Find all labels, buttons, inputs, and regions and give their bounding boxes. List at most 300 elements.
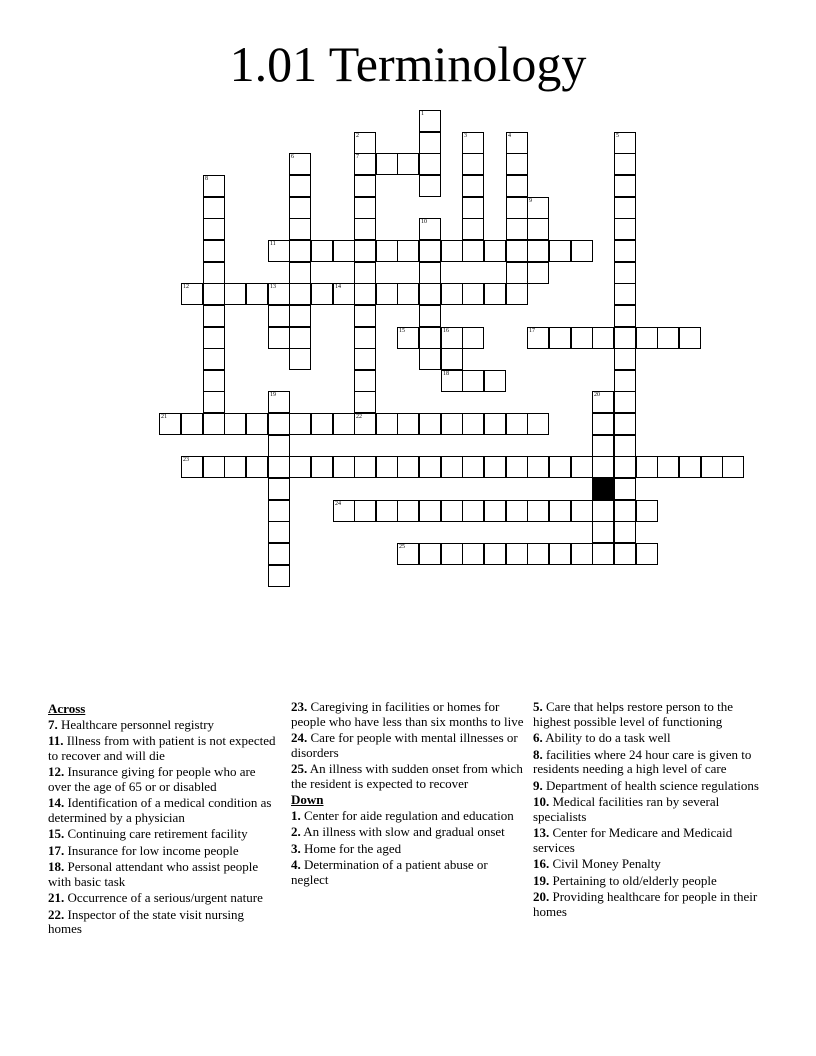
- cell-number: 9: [529, 198, 532, 204]
- grid-cell[interactable]: [462, 543, 484, 565]
- grid-cell[interactable]: [268, 391, 290, 413]
- clue-down-6: [533, 731, 769, 746]
- grid-cell[interactable]: [614, 500, 636, 522]
- page-title: 1.01 Terminology: [229, 36, 587, 92]
- grid-cell[interactable]: [203, 391, 225, 413]
- grid-cell[interactable]: [571, 456, 593, 478]
- grid-cell[interactable]: [354, 456, 376, 478]
- grid-cell[interactable]: [484, 370, 506, 392]
- cell-number: 25: [399, 544, 405, 550]
- clue-number: 19.: [533, 872, 550, 888]
- grid-cell[interactable]: [462, 175, 484, 197]
- grid-cell[interactable]: [419, 348, 441, 370]
- cell-number: 15: [399, 328, 405, 334]
- clue-across-17: [48, 844, 280, 859]
- grid-cell[interactable]: [268, 521, 290, 543]
- grid-cell[interactable]: [289, 218, 311, 240]
- clue-number: 11.: [48, 733, 64, 748]
- grid-cell[interactable]: [354, 348, 376, 370]
- grid-cell[interactable]: [614, 218, 636, 240]
- grid-cell[interactable]: [397, 283, 419, 305]
- grid-cell[interactable]: [592, 391, 614, 413]
- grid-cell[interactable]: [224, 413, 246, 435]
- grid-cell[interactable]: [203, 240, 225, 262]
- grid-cell[interactable]: [419, 456, 441, 478]
- grid-cell[interactable]: [636, 500, 658, 522]
- grid-cell[interactable]: [419, 153, 441, 175]
- grid-cell[interactable]: [527, 262, 549, 284]
- clue-across-14: [48, 796, 280, 825]
- grid-cell[interactable]: [289, 327, 311, 349]
- grid-cell[interactable]: [592, 435, 614, 457]
- clue-text: Medical facilities ran by several specialists: [533, 794, 720, 824]
- grid-cell[interactable]: [354, 305, 376, 327]
- clue-down-19: [533, 874, 769, 889]
- clue-number: 2.: [291, 824, 301, 839]
- grid-cell[interactable]: [462, 132, 484, 154]
- clue-text: Occurrence of a serious/urgent nature: [67, 890, 263, 905]
- clue-number: 18.: [48, 859, 65, 874]
- grid-cell[interactable]: [484, 413, 506, 435]
- grid-cell[interactable]: [203, 370, 225, 392]
- grid-cell[interactable]: [506, 413, 528, 435]
- clue-text: Inspector of the state visit nursing homes: [48, 906, 245, 936]
- grid-cell[interactable]: [484, 456, 506, 478]
- grid-cell[interactable]: [203, 218, 225, 240]
- grid-cell[interactable]: [354, 500, 376, 522]
- grid-cell[interactable]: [397, 153, 419, 175]
- clue-number: 4.: [291, 857, 301, 872]
- grid-cell[interactable]: [614, 478, 636, 500]
- grid-cell[interactable]: [354, 283, 376, 305]
- grid-cell[interactable]: [462, 283, 484, 305]
- grid-cell[interactable]: [592, 543, 614, 565]
- grid-cell[interactable]: [419, 283, 441, 305]
- grid-cell[interactable]: [354, 197, 376, 219]
- grid-cell[interactable]: [376, 283, 398, 305]
- grid-cell[interactable]: [441, 327, 463, 349]
- grid-cell[interactable]: [354, 175, 376, 197]
- grid-cell[interactable]: [419, 327, 441, 349]
- grid-cell[interactable]: [614, 240, 636, 262]
- clue-text: Personal attendant who assist people with basic task: [48, 859, 259, 889]
- cell-number: 21: [161, 414, 167, 420]
- grid-cell[interactable]: [268, 500, 290, 522]
- grid-cell[interactable]: [354, 218, 376, 240]
- clue-across-24: [291, 731, 527, 760]
- grid-cell[interactable]: [419, 132, 441, 154]
- grid-cell[interactable]: [268, 543, 290, 565]
- grid-cell[interactable]: [333, 240, 355, 262]
- grid-cell[interactable]: [289, 283, 311, 305]
- grid-cell[interactable]: [268, 456, 290, 478]
- clue-text: Providing healthcare for people in their homes: [533, 889, 758, 919]
- clue-across-23: [291, 700, 527, 729]
- clue-across-7: [48, 718, 280, 733]
- grid-cell[interactable]: [268, 413, 290, 435]
- grid-cell[interactable]: [614, 521, 636, 543]
- grid-cell[interactable]: [614, 197, 636, 219]
- grid-cell[interactable]: [441, 500, 463, 522]
- grid-cell[interactable]: [506, 240, 528, 262]
- clue-text: Illness from with patient is not expected to recover and will die: [48, 733, 276, 763]
- grid-cell[interactable]: [462, 413, 484, 435]
- grid-cell[interactable]: [203, 175, 225, 197]
- cell-number: 24: [335, 501, 341, 507]
- cell-number: 13: [270, 284, 276, 290]
- grid-cell[interactable]: [419, 543, 441, 565]
- grid-cell[interactable]: [527, 197, 549, 219]
- grid-cell[interactable]: [484, 500, 506, 522]
- grid-cell[interactable]: [419, 413, 441, 435]
- grid-cell[interactable]: [614, 175, 636, 197]
- grid-cell[interactable]: [268, 283, 290, 305]
- grid-cell[interactable]: [506, 500, 528, 522]
- clue-text: Caregiving in facilities or homes for people who have less than six months to live: [291, 699, 524, 729]
- grid-cell[interactable]: [397, 327, 419, 349]
- grid-cell[interactable]: [462, 240, 484, 262]
- grid-cell[interactable]: [441, 283, 463, 305]
- grid-cell[interactable]: [462, 500, 484, 522]
- clue-down-3: [291, 842, 527, 857]
- grid-cell[interactable]: [484, 543, 506, 565]
- grid-cell[interactable]: [289, 348, 311, 370]
- grid-cell[interactable]: [289, 262, 311, 284]
- clue-number: 17.: [48, 842, 65, 858]
- clue-text: facilities where 24 hour care is given to residents needing a high level of care: [533, 746, 752, 776]
- grid-cell[interactable]: [224, 456, 246, 478]
- grid-cell[interactable]: [527, 500, 549, 522]
- cell-number: 14: [335, 284, 341, 290]
- clue-text: Care that helps restore person to the highest possible level of functioning: [533, 699, 733, 729]
- grid-cell[interactable]: [636, 456, 658, 478]
- clue-number: 7.: [48, 716, 58, 732]
- black-square: [592, 478, 614, 500]
- clue-text: Continuing care retirement facility: [67, 826, 248, 841]
- clue-across-21: [48, 891, 280, 906]
- grid-cell[interactable]: [506, 132, 528, 154]
- grid-cell[interactable]: [354, 370, 376, 392]
- clue-text: Home for the aged: [304, 840, 402, 856]
- grid-cell[interactable]: [289, 413, 311, 435]
- clue-down-8: [533, 748, 769, 777]
- clue-number: 16.: [533, 856, 550, 871]
- grid-cell[interactable]: [701, 456, 723, 478]
- grid-cell[interactable]: [181, 456, 203, 478]
- grid-cell[interactable]: [527, 413, 549, 435]
- grid-cell[interactable]: [614, 348, 636, 370]
- grid-cell[interactable]: [246, 283, 268, 305]
- clue-number: 22.: [48, 906, 65, 922]
- cell-number: 18: [443, 371, 449, 377]
- clue-text: Insurance giving for people who are over the age of 65 or or disabled: [48, 764, 256, 794]
- grid-cell[interactable]: [354, 327, 376, 349]
- grid-cell[interactable]: [376, 153, 398, 175]
- grid-cell[interactable]: [527, 327, 549, 349]
- clue-across-25: [291, 762, 527, 791]
- grid-cell[interactable]: [354, 240, 376, 262]
- cell-number: 5: [616, 133, 619, 139]
- cell-number: 17: [529, 328, 535, 334]
- cell-number: 19: [270, 392, 276, 398]
- grid-cell[interactable]: [311, 456, 333, 478]
- grid-cell[interactable]: [289, 197, 311, 219]
- clue-column-3: [533, 700, 769, 921]
- clue-number: 10.: [533, 794, 550, 809]
- grid-cell[interactable]: [159, 413, 181, 435]
- grid-cell[interactable]: [549, 456, 571, 478]
- grid-cell[interactable]: [354, 391, 376, 413]
- grid-cell[interactable]: [224, 283, 246, 305]
- grid-cell[interactable]: [506, 218, 528, 240]
- grid-cell[interactable]: [614, 456, 636, 478]
- grid-cell[interactable]: [397, 456, 419, 478]
- clue-number: 9.: [533, 777, 543, 793]
- grid-cell[interactable]: [441, 370, 463, 392]
- grid-cell[interactable]: [333, 500, 355, 522]
- grid-cell[interactable]: [506, 456, 528, 478]
- grid-cell[interactable]: [592, 413, 614, 435]
- grid-cell[interactable]: [679, 327, 701, 349]
- grid-cell[interactable]: [614, 305, 636, 327]
- grid-cell[interactable]: [657, 327, 679, 349]
- grid-cell[interactable]: [289, 153, 311, 175]
- clue-number: 25.: [291, 761, 308, 776]
- grid-cell[interactable]: [571, 240, 593, 262]
- grid-cell[interactable]: [614, 413, 636, 435]
- grid-cell[interactable]: [462, 370, 484, 392]
- clue-text: Identification of a medical condition as determined by a physician: [48, 795, 272, 825]
- clue-text: Healthcare personnel registry: [61, 716, 215, 732]
- grid-cell[interactable]: [354, 132, 376, 154]
- clue-text: Insurance for low income people: [67, 842, 239, 858]
- grid-cell[interactable]: [441, 413, 463, 435]
- grid-cell[interactable]: [333, 283, 355, 305]
- clue-text: Ability to do a task well: [545, 730, 671, 745]
- grid-cell[interactable]: [571, 500, 593, 522]
- grid-cell[interactable]: [289, 240, 311, 262]
- grid-cell[interactable]: [376, 240, 398, 262]
- grid-cell[interactable]: [679, 456, 701, 478]
- grid-cell[interactable]: [419, 262, 441, 284]
- grid-cell[interactable]: [657, 456, 679, 478]
- grid-cell[interactable]: [203, 348, 225, 370]
- clue-down-5: [533, 700, 769, 729]
- grid-cell[interactable]: [462, 218, 484, 240]
- grid-cell[interactable]: [506, 153, 528, 175]
- grid-cell[interactable]: [289, 456, 311, 478]
- clue-down-4: [291, 858, 527, 887]
- grid-cell[interactable]: [419, 240, 441, 262]
- grid-cell[interactable]: [419, 218, 441, 240]
- grid-cell[interactable]: [592, 500, 614, 522]
- grid-cell[interactable]: [484, 240, 506, 262]
- grid-cell[interactable]: [246, 456, 268, 478]
- grid-cell[interactable]: [722, 456, 744, 478]
- grid-cell[interactable]: [268, 435, 290, 457]
- cell-number: 22: [356, 414, 362, 420]
- clue-text: An illness with sudden onset from which the resident is expected to recover: [291, 761, 523, 791]
- clue-number: 8.: [533, 746, 543, 762]
- grid-cell[interactable]: [614, 132, 636, 154]
- grid-cell[interactable]: [203, 413, 225, 435]
- grid-cell[interactable]: [592, 521, 614, 543]
- grid-cell[interactable]: [549, 500, 571, 522]
- cell-number: 23: [183, 457, 189, 463]
- clue-across-22: [48, 908, 280, 937]
- grid-cell[interactable]: [549, 543, 571, 565]
- grid-cell[interactable]: [376, 456, 398, 478]
- grid-cell[interactable]: [311, 413, 333, 435]
- grid-cell[interactable]: [527, 240, 549, 262]
- clue-across-12: [48, 765, 280, 794]
- grid-cell[interactable]: [203, 305, 225, 327]
- grid-cell[interactable]: [333, 413, 355, 435]
- cell-number: 12: [183, 284, 189, 290]
- grid-cell[interactable]: [268, 240, 290, 262]
- clue-down-1: [291, 809, 527, 824]
- grid-cell[interactable]: [614, 262, 636, 284]
- grid-cell[interactable]: [506, 543, 528, 565]
- grid-cell[interactable]: [203, 456, 225, 478]
- grid-cell[interactable]: [614, 283, 636, 305]
- clue-text: Center for aide regulation and education: [304, 807, 514, 823]
- cell-number: 6: [291, 154, 294, 160]
- clue-text: Civil Money Penalty: [552, 856, 661, 871]
- grid-cell[interactable]: [484, 283, 506, 305]
- grid-cell[interactable]: [397, 500, 419, 522]
- clue-across-18: [48, 860, 280, 889]
- grid-cell[interactable]: [636, 543, 658, 565]
- grid-cell[interactable]: [268, 478, 290, 500]
- grid-cell[interactable]: [462, 153, 484, 175]
- grid-cell[interactable]: [419, 500, 441, 522]
- clue-column-2: [291, 700, 527, 889]
- grid-cell[interactable]: [354, 262, 376, 284]
- grid-cell[interactable]: [527, 543, 549, 565]
- clue-number: 14.: [48, 795, 65, 810]
- clue-number: 6.: [533, 730, 543, 745]
- grid-cell[interactable]: [397, 413, 419, 435]
- grid-cell[interactable]: [571, 327, 593, 349]
- across-heading: Across: [48, 701, 86, 716]
- grid-cell[interactable]: [181, 413, 203, 435]
- grid-cell[interactable]: [614, 435, 636, 457]
- clue-number: 5.: [533, 699, 543, 714]
- cell-number: 8: [205, 176, 208, 182]
- clue-text: Determination of a patient abuse or neglect: [291, 857, 488, 887]
- clue-down-9: [533, 779, 769, 794]
- grid-cell[interactable]: [636, 327, 658, 349]
- grid-cell[interactable]: [397, 543, 419, 565]
- clue-number: 15.: [48, 826, 65, 841]
- grid-cell[interactable]: [419, 110, 441, 132]
- grid-cell[interactable]: [614, 391, 636, 413]
- clue-column-1: [48, 700, 280, 939]
- grid-cell[interactable]: [203, 262, 225, 284]
- clue-down-2: [291, 825, 527, 840]
- grid-cell[interactable]: [397, 240, 419, 262]
- grid-cell[interactable]: [441, 543, 463, 565]
- grid-cell[interactable]: [268, 305, 290, 327]
- cell-number: 16: [443, 328, 449, 334]
- clue-down-13: [533, 826, 769, 855]
- grid-cell[interactable]: [462, 197, 484, 219]
- clue-number: 12.: [48, 764, 65, 779]
- grid-cell[interactable]: [527, 456, 549, 478]
- clue-down-16: [533, 857, 769, 872]
- grid-cell[interactable]: [571, 543, 593, 565]
- grid-cell[interactable]: [506, 283, 528, 305]
- cell-number: 1: [421, 111, 424, 117]
- grid-cell[interactable]: [311, 283, 333, 305]
- clue-text: Department of health science regulations: [546, 777, 759, 793]
- grid-cell[interactable]: [506, 262, 528, 284]
- grid-cell[interactable]: [462, 327, 484, 349]
- grid-cell[interactable]: [441, 456, 463, 478]
- clue-text: Care for people with mental illnesses or disorders: [291, 730, 518, 760]
- grid-cell[interactable]: [549, 240, 571, 262]
- grid-cell[interactable]: [614, 543, 636, 565]
- grid-cell[interactable]: [592, 327, 614, 349]
- grid-cell[interactable]: [419, 305, 441, 327]
- grid-cell[interactable]: [311, 240, 333, 262]
- grid-cell[interactable]: [333, 456, 355, 478]
- grid-cell[interactable]: [614, 153, 636, 175]
- grid-cell[interactable]: [354, 153, 376, 175]
- grid-cell[interactable]: [376, 413, 398, 435]
- grid-cell[interactable]: [441, 240, 463, 262]
- clue-number: 13.: [533, 825, 550, 840]
- clue-number: 20.: [533, 889, 550, 904]
- grid-cell[interactable]: [268, 565, 290, 587]
- down-heading: Down: [291, 792, 324, 807]
- clue-text: Pertaining to old/elderly people: [552, 872, 717, 888]
- grid-cell[interactable]: [268, 327, 290, 349]
- grid-cell[interactable]: [441, 348, 463, 370]
- grid-cell[interactable]: [462, 456, 484, 478]
- clue-number: 23.: [291, 699, 308, 714]
- grid-cell[interactable]: [246, 413, 268, 435]
- grid-cell[interactable]: [203, 327, 225, 349]
- grid-cell[interactable]: [549, 327, 571, 349]
- grid-cell[interactable]: [289, 175, 311, 197]
- grid-cell[interactable]: [506, 197, 528, 219]
- clue-across-15: [48, 827, 280, 842]
- grid-cell[interactable]: [506, 175, 528, 197]
- grid-cell[interactable]: [376, 500, 398, 522]
- grid-cell[interactable]: [614, 370, 636, 392]
- grid-cell[interactable]: [181, 283, 203, 305]
- grid-cell[interactable]: [289, 305, 311, 327]
- clue-number: 3.: [291, 840, 301, 856]
- clue-number: 21.: [48, 890, 65, 905]
- cell-number: 2: [356, 133, 359, 139]
- clue-text: An illness with slow and gradual onset: [303, 824, 505, 839]
- clue-number: 1.: [291, 807, 301, 823]
- grid-cell[interactable]: [203, 197, 225, 219]
- grid-cell[interactable]: [354, 413, 376, 435]
- grid-cell[interactable]: [592, 456, 614, 478]
- cell-number: 10: [421, 219, 427, 225]
- grid-cell[interactable]: [614, 327, 636, 349]
- cell-number: 11: [270, 241, 276, 247]
- cell-number: 20: [594, 392, 600, 398]
- grid-cell[interactable]: [527, 218, 549, 240]
- clue-down-10: [533, 795, 769, 824]
- grid-cell[interactable]: [419, 175, 441, 197]
- grid-cell[interactable]: [203, 283, 225, 305]
